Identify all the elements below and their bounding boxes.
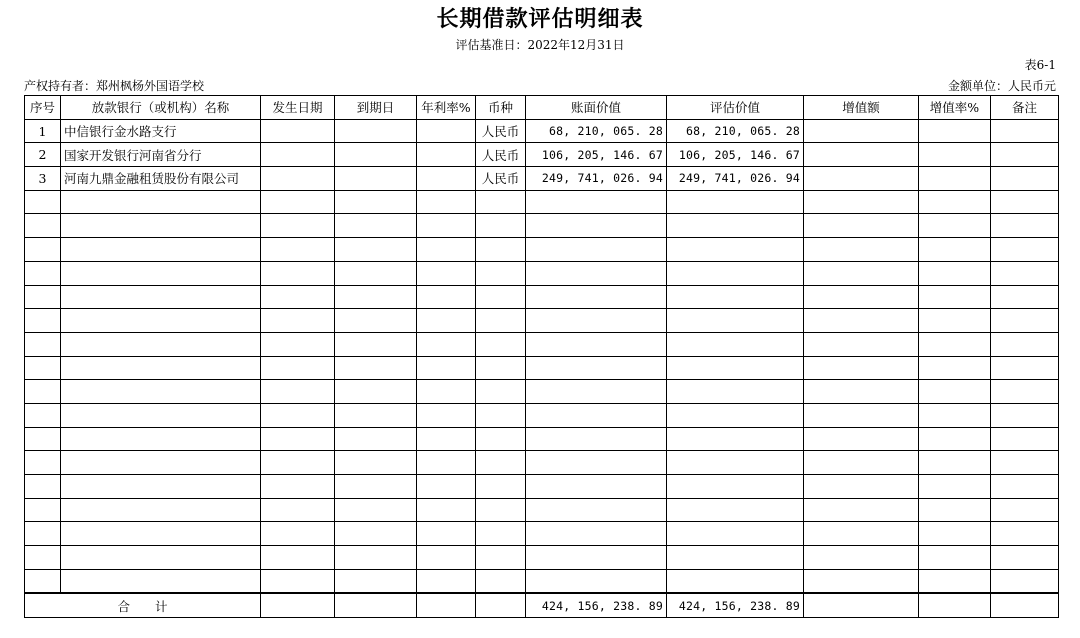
empty-cell bbox=[417, 261, 476, 285]
empty-row bbox=[25, 498, 1059, 522]
cell-appraised-value: 68, 210, 065. 28 bbox=[667, 119, 804, 143]
empty-cell bbox=[526, 569, 667, 593]
col-header-currency: 币种 bbox=[476, 96, 526, 120]
cell-note bbox=[991, 143, 1059, 167]
empty-cell bbox=[919, 309, 991, 333]
empty-cell bbox=[61, 569, 261, 593]
empty-cell bbox=[335, 427, 417, 451]
empty-cell bbox=[25, 403, 61, 427]
cell-book-value: 68, 210, 065. 28 bbox=[526, 119, 667, 143]
empty-cell bbox=[25, 546, 61, 570]
empty-cell bbox=[335, 356, 417, 380]
empty-cell bbox=[261, 214, 335, 238]
empty-cell bbox=[526, 380, 667, 404]
col-header-appraised-value: 评估价值 bbox=[667, 96, 804, 120]
empty-row bbox=[25, 569, 1059, 593]
empty-cell bbox=[667, 451, 804, 475]
empty-cell bbox=[919, 403, 991, 427]
empty-cell bbox=[667, 190, 804, 214]
empty-cell bbox=[335, 498, 417, 522]
cell-increase-rate bbox=[919, 119, 991, 143]
cell-rate bbox=[417, 143, 476, 167]
empty-cell bbox=[61, 498, 261, 522]
empty-cell bbox=[804, 427, 919, 451]
empty-cell bbox=[61, 238, 261, 262]
empty-cell bbox=[804, 380, 919, 404]
empty-cell bbox=[667, 332, 804, 356]
empty-cell bbox=[991, 332, 1059, 356]
empty-cell bbox=[476, 498, 526, 522]
total-row bbox=[25, 593, 1059, 617]
empty-cell bbox=[476, 522, 526, 546]
empty-cell bbox=[476, 238, 526, 262]
empty-cell bbox=[804, 498, 919, 522]
total-cell-empty bbox=[335, 593, 417, 617]
table-row bbox=[25, 119, 1059, 143]
empty-cell bbox=[919, 569, 991, 593]
loan-detail-table bbox=[24, 95, 1059, 618]
col-header-start-date: 发生日期 bbox=[261, 96, 335, 120]
empty-cell bbox=[667, 285, 804, 309]
report-title: 长期借款评估明细表 bbox=[436, 7, 644, 32]
empty-cell bbox=[804, 569, 919, 593]
property-owner: 产权持有者：郑州枫杨外国语学校 bbox=[24, 79, 205, 93]
empty-cell bbox=[61, 261, 261, 285]
empty-cell bbox=[476, 546, 526, 570]
col-header-increase-rate: 增值率% bbox=[919, 96, 991, 120]
empty-cell bbox=[417, 427, 476, 451]
empty-cell bbox=[417, 214, 476, 238]
cell-start-date bbox=[261, 167, 335, 191]
cell-start-date bbox=[261, 119, 335, 143]
empty-cell bbox=[335, 403, 417, 427]
empty-cell bbox=[667, 238, 804, 262]
cell-book-value: 106, 205, 146. 67 bbox=[526, 143, 667, 167]
empty-row bbox=[25, 475, 1059, 499]
empty-cell bbox=[61, 285, 261, 309]
empty-cell bbox=[804, 403, 919, 427]
empty-cell bbox=[261, 498, 335, 522]
empty-cell bbox=[991, 309, 1059, 333]
empty-cell bbox=[61, 403, 261, 427]
empty-row bbox=[25, 403, 1059, 427]
empty-cell bbox=[667, 569, 804, 593]
empty-cell bbox=[25, 569, 61, 593]
cell-appraised-value: 106, 205, 146. 67 bbox=[667, 143, 804, 167]
empty-cell bbox=[25, 427, 61, 451]
empty-row bbox=[25, 332, 1059, 356]
empty-cell bbox=[417, 475, 476, 499]
empty-cell bbox=[261, 427, 335, 451]
col-header-rate: 年利率% bbox=[417, 96, 476, 120]
empty-cell bbox=[667, 380, 804, 404]
empty-cell bbox=[804, 356, 919, 380]
empty-cell bbox=[261, 332, 335, 356]
empty-cell bbox=[991, 546, 1059, 570]
empty-cell bbox=[526, 546, 667, 570]
empty-cell bbox=[417, 309, 476, 333]
total-cell-empty bbox=[261, 593, 335, 617]
empty-cell bbox=[526, 214, 667, 238]
cell-note bbox=[991, 119, 1059, 143]
empty-cell bbox=[335, 522, 417, 546]
empty-row bbox=[25, 309, 1059, 333]
empty-cell bbox=[991, 285, 1059, 309]
cell-rate bbox=[417, 167, 476, 191]
cell-rate bbox=[417, 119, 476, 143]
empty-row bbox=[25, 380, 1059, 404]
empty-cell bbox=[991, 238, 1059, 262]
empty-cell bbox=[335, 451, 417, 475]
empty-cell bbox=[417, 403, 476, 427]
empty-row bbox=[25, 546, 1059, 570]
total-cell-empty bbox=[919, 593, 991, 617]
empty-cell bbox=[991, 475, 1059, 499]
empty-cell bbox=[919, 380, 991, 404]
empty-row bbox=[25, 238, 1059, 262]
empty-cell bbox=[335, 569, 417, 593]
cell-increase bbox=[804, 167, 919, 191]
empty-cell bbox=[25, 498, 61, 522]
empty-cell bbox=[417, 190, 476, 214]
empty-cell bbox=[991, 569, 1059, 593]
empty-cell bbox=[526, 522, 667, 546]
empty-cell bbox=[991, 427, 1059, 451]
cell-seq: 3 bbox=[25, 167, 61, 191]
empty-cell bbox=[61, 190, 261, 214]
table-row bbox=[25, 143, 1059, 167]
empty-cell bbox=[991, 190, 1059, 214]
empty-cell bbox=[526, 190, 667, 214]
empty-cell bbox=[804, 332, 919, 356]
cell-increase-rate bbox=[919, 143, 991, 167]
empty-cell bbox=[476, 356, 526, 380]
empty-cell bbox=[335, 380, 417, 404]
empty-cell bbox=[25, 238, 61, 262]
cell-seq: 1 bbox=[25, 119, 61, 143]
empty-cell bbox=[476, 427, 526, 451]
empty-cell bbox=[417, 285, 476, 309]
empty-cell bbox=[61, 332, 261, 356]
empty-cell bbox=[804, 238, 919, 262]
empty-cell bbox=[804, 522, 919, 546]
empty-cell bbox=[417, 546, 476, 570]
empty-cell bbox=[61, 546, 261, 570]
empty-cell bbox=[25, 380, 61, 404]
empty-cell bbox=[476, 569, 526, 593]
empty-cell bbox=[991, 403, 1059, 427]
empty-cell bbox=[991, 380, 1059, 404]
empty-cell bbox=[526, 498, 667, 522]
empty-cell bbox=[61, 356, 261, 380]
empty-row bbox=[25, 356, 1059, 380]
empty-cell bbox=[261, 309, 335, 333]
empty-cell bbox=[991, 498, 1059, 522]
cell-currency: 人民币 bbox=[476, 143, 526, 167]
empty-cell bbox=[804, 214, 919, 238]
empty-cell bbox=[919, 285, 991, 309]
empty-cell bbox=[417, 522, 476, 546]
empty-cell bbox=[526, 309, 667, 333]
empty-row bbox=[25, 285, 1059, 309]
total-label: 合 计 bbox=[25, 593, 261, 617]
empty-cell bbox=[25, 475, 61, 499]
empty-cell bbox=[261, 190, 335, 214]
empty-cell bbox=[25, 285, 61, 309]
empty-cell bbox=[804, 309, 919, 333]
col-header-lender: 放款银行（或机构）名称 bbox=[61, 96, 261, 120]
empty-cell bbox=[417, 332, 476, 356]
col-header-increase: 增值额 bbox=[804, 96, 919, 120]
empty-cell bbox=[261, 285, 335, 309]
empty-cell bbox=[417, 380, 476, 404]
empty-cell bbox=[804, 546, 919, 570]
empty-cell bbox=[476, 214, 526, 238]
cell-due-date bbox=[335, 167, 417, 191]
empty-cell bbox=[919, 332, 991, 356]
empty-cell bbox=[335, 475, 417, 499]
currency-unit: 金额单位：人民币元 bbox=[947, 79, 1056, 93]
empty-cell bbox=[476, 403, 526, 427]
empty-cell bbox=[335, 238, 417, 262]
empty-cell bbox=[335, 190, 417, 214]
empty-cell bbox=[335, 332, 417, 356]
empty-cell bbox=[261, 522, 335, 546]
empty-cell bbox=[417, 498, 476, 522]
empty-cell bbox=[667, 546, 804, 570]
empty-cell bbox=[667, 214, 804, 238]
empty-cell bbox=[804, 190, 919, 214]
empty-cell bbox=[667, 498, 804, 522]
empty-cell bbox=[25, 214, 61, 238]
empty-cell bbox=[417, 356, 476, 380]
empty-cell bbox=[261, 451, 335, 475]
empty-cell bbox=[919, 238, 991, 262]
total-appraised-value: 424, 156, 238. 89 bbox=[667, 593, 804, 617]
empty-cell bbox=[526, 475, 667, 499]
empty-cell bbox=[261, 261, 335, 285]
empty-cell bbox=[919, 475, 991, 499]
empty-row bbox=[25, 214, 1059, 238]
empty-cell bbox=[919, 546, 991, 570]
header-row bbox=[25, 96, 1059, 120]
cell-lender: 河南九鼎金融租赁股份有限公司 bbox=[61, 167, 261, 191]
empty-cell bbox=[804, 285, 919, 309]
empty-row bbox=[25, 451, 1059, 475]
cell-appraised-value: 249, 741, 026. 94 bbox=[667, 167, 804, 191]
empty-cell bbox=[526, 356, 667, 380]
empty-cell bbox=[991, 522, 1059, 546]
valuation-date: 评估基准日：2022年12月31日 bbox=[455, 38, 625, 52]
cell-due-date bbox=[335, 143, 417, 167]
empty-cell bbox=[804, 261, 919, 285]
col-header-due-date: 到期日 bbox=[335, 96, 417, 120]
empty-cell bbox=[476, 380, 526, 404]
empty-cell bbox=[526, 332, 667, 356]
empty-cell bbox=[61, 522, 261, 546]
total-cell-empty bbox=[991, 593, 1059, 617]
empty-cell bbox=[261, 380, 335, 404]
empty-cell bbox=[476, 190, 526, 214]
empty-cell bbox=[919, 261, 991, 285]
empty-cell bbox=[335, 261, 417, 285]
cell-lender: 中信银行金水路支行 bbox=[61, 119, 261, 143]
empty-row bbox=[25, 190, 1059, 214]
empty-cell bbox=[667, 309, 804, 333]
empty-row bbox=[25, 427, 1059, 451]
empty-cell bbox=[919, 498, 991, 522]
empty-cell bbox=[991, 451, 1059, 475]
cell-increase bbox=[804, 119, 919, 143]
empty-cell bbox=[261, 569, 335, 593]
empty-cell bbox=[667, 261, 804, 285]
empty-cell bbox=[919, 214, 991, 238]
empty-cell bbox=[335, 214, 417, 238]
empty-cell bbox=[667, 356, 804, 380]
empty-cell bbox=[476, 261, 526, 285]
form-number: 表6-1 bbox=[1024, 58, 1056, 72]
cell-due-date bbox=[335, 119, 417, 143]
empty-cell bbox=[25, 309, 61, 333]
empty-row bbox=[25, 261, 1059, 285]
empty-cell bbox=[919, 522, 991, 546]
empty-cell bbox=[25, 190, 61, 214]
empty-cell bbox=[991, 356, 1059, 380]
col-header-book-value: 账面价值 bbox=[526, 96, 667, 120]
empty-cell bbox=[991, 214, 1059, 238]
empty-cell bbox=[25, 356, 61, 380]
empty-cell bbox=[335, 546, 417, 570]
empty-cell bbox=[25, 522, 61, 546]
total-cell-empty bbox=[476, 593, 526, 617]
empty-cell bbox=[417, 238, 476, 262]
empty-cell bbox=[261, 475, 335, 499]
empty-cell bbox=[919, 190, 991, 214]
empty-cell bbox=[61, 380, 261, 404]
col-header-note: 备注 bbox=[991, 96, 1059, 120]
total-book-value: 424, 156, 238. 89 bbox=[526, 593, 667, 617]
empty-cell bbox=[61, 214, 261, 238]
empty-cell bbox=[804, 475, 919, 499]
empty-cell bbox=[526, 261, 667, 285]
empty-cell bbox=[991, 261, 1059, 285]
cell-currency: 人民币 bbox=[476, 167, 526, 191]
empty-cell bbox=[526, 451, 667, 475]
cell-seq: 2 bbox=[25, 143, 61, 167]
empty-cell bbox=[476, 451, 526, 475]
empty-cell bbox=[476, 332, 526, 356]
cell-increase bbox=[804, 143, 919, 167]
empty-cell bbox=[919, 356, 991, 380]
empty-cell bbox=[804, 451, 919, 475]
empty-cell bbox=[919, 451, 991, 475]
empty-cell bbox=[261, 403, 335, 427]
empty-cell bbox=[335, 285, 417, 309]
empty-cell bbox=[667, 475, 804, 499]
empty-cell bbox=[476, 309, 526, 333]
empty-cell bbox=[526, 238, 667, 262]
cell-book-value: 249, 741, 026. 94 bbox=[526, 167, 667, 191]
empty-cell bbox=[417, 451, 476, 475]
table-row bbox=[25, 167, 1059, 191]
empty-cell bbox=[667, 427, 804, 451]
empty-cell bbox=[526, 403, 667, 427]
empty-cell bbox=[335, 309, 417, 333]
empty-cell bbox=[25, 451, 61, 475]
empty-cell bbox=[261, 356, 335, 380]
empty-cell bbox=[261, 238, 335, 262]
cell-start-date bbox=[261, 143, 335, 167]
empty-cell bbox=[919, 427, 991, 451]
cell-note bbox=[991, 167, 1059, 191]
col-header-seq: 序号 bbox=[25, 96, 61, 120]
total-cell-empty bbox=[417, 593, 476, 617]
total-cell-empty bbox=[804, 593, 919, 617]
empty-row bbox=[25, 522, 1059, 546]
empty-cell bbox=[261, 546, 335, 570]
empty-cell bbox=[526, 427, 667, 451]
empty-cell bbox=[61, 427, 261, 451]
empty-cell bbox=[25, 332, 61, 356]
empty-cell bbox=[667, 522, 804, 546]
empty-cell bbox=[667, 403, 804, 427]
empty-cell bbox=[25, 261, 61, 285]
empty-cell bbox=[476, 475, 526, 499]
empty-cell bbox=[61, 309, 261, 333]
empty-cell bbox=[417, 569, 476, 593]
empty-cell bbox=[526, 285, 667, 309]
cell-increase-rate bbox=[919, 167, 991, 191]
empty-cell bbox=[476, 285, 526, 309]
cell-currency: 人民币 bbox=[476, 119, 526, 143]
empty-cell bbox=[61, 475, 261, 499]
cell-lender: 国家开发银行河南省分行 bbox=[61, 143, 261, 167]
empty-cell bbox=[61, 451, 261, 475]
